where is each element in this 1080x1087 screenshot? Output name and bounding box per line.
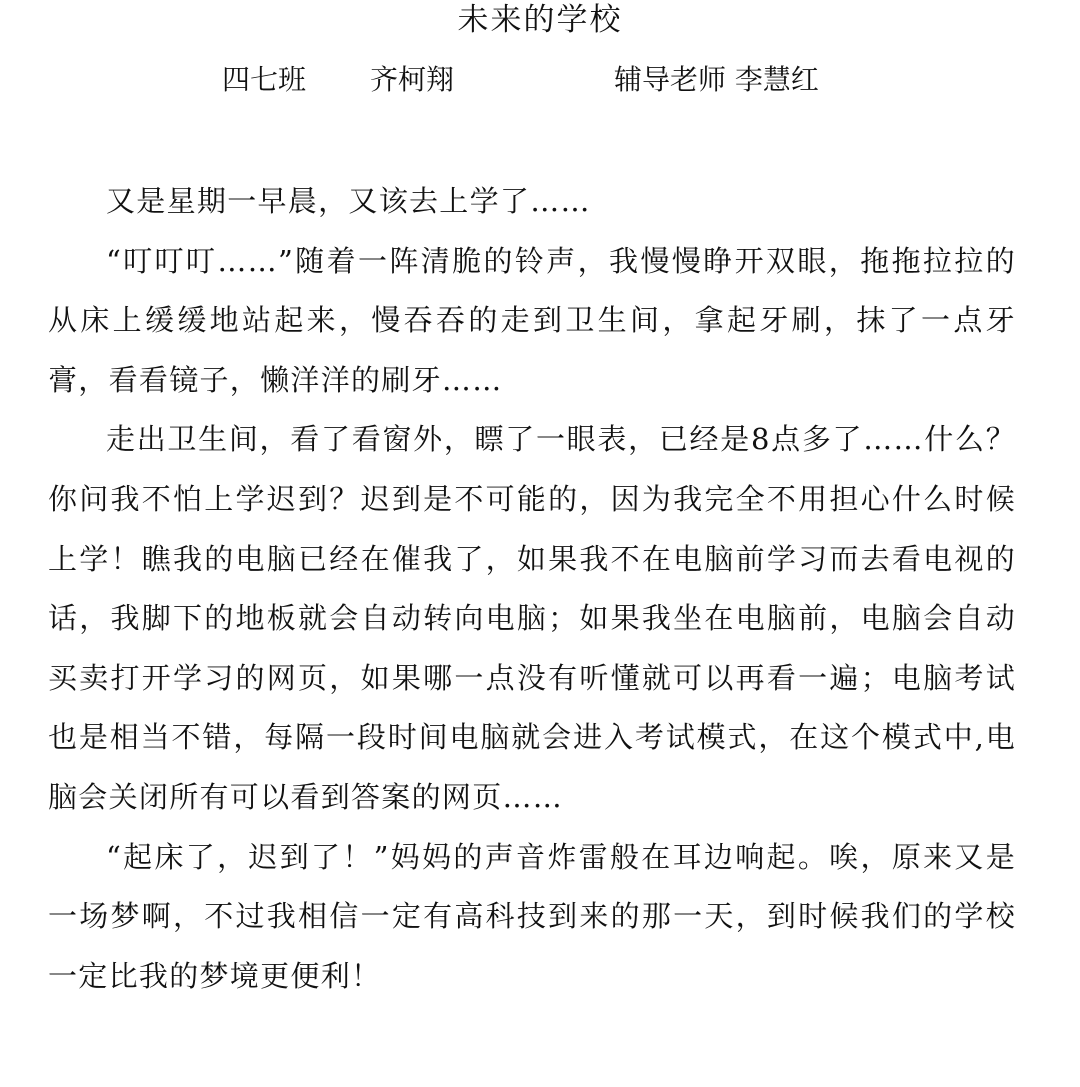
paragraph-2: “叮叮叮……”随着一阵清脆的铃声，我慢慢睁开双眼，拖拖拉拉的从床上缓缓地站起来，慢吞吞的走到卫生间，拿起牙刷，抹了一点牙膏，看看镜子，懒洋洋的刷牙…… [48, 243, 1016, 397]
byline [0, 60, 1080, 100]
teacher-name: 辅导老师 李慧红 [614, 63, 819, 96]
essay-title: 未来的学校 [457, 2, 623, 38]
paragraph-1: 又是星期一早晨，又该去上学了…… [106, 184, 591, 218]
paragraph-3: 走出卫生间，看了看窗外，瞟了一眼表，已经是8点多了……什么？你问我不怕上学迟到？迟到是不可能的，因为我完全不用担心什么时候上学！瞧我的电脑已经在催我了，如果我不在电脑前学习而去看电视的话，我脚下的地板就会自动转向电脑；如果我坐在电脑前，电脑会自动买卖打开学习的网页，如果哪一点没有听懂就可以再看一遍；电脑考试也是相当不错，每隔一段时间电脑就会进入考试模式，在这个模式中,电脑会关闭所有可以看到答案的网页…… [48, 422, 1016, 814]
essay-body [48, 172, 1016, 1012]
paragraph-4: “起床了，迟到了！”妈妈的声音炸雷般在耳边响起。唉，原来又是一场梦啊，不过我相信一定有高科技到来的那一天，到时候我们的学校一定比我的梦境更便利！ [48, 839, 1016, 993]
class-name: 四七班 [222, 63, 307, 96]
author-name: 齐柯翔 [370, 63, 455, 96]
